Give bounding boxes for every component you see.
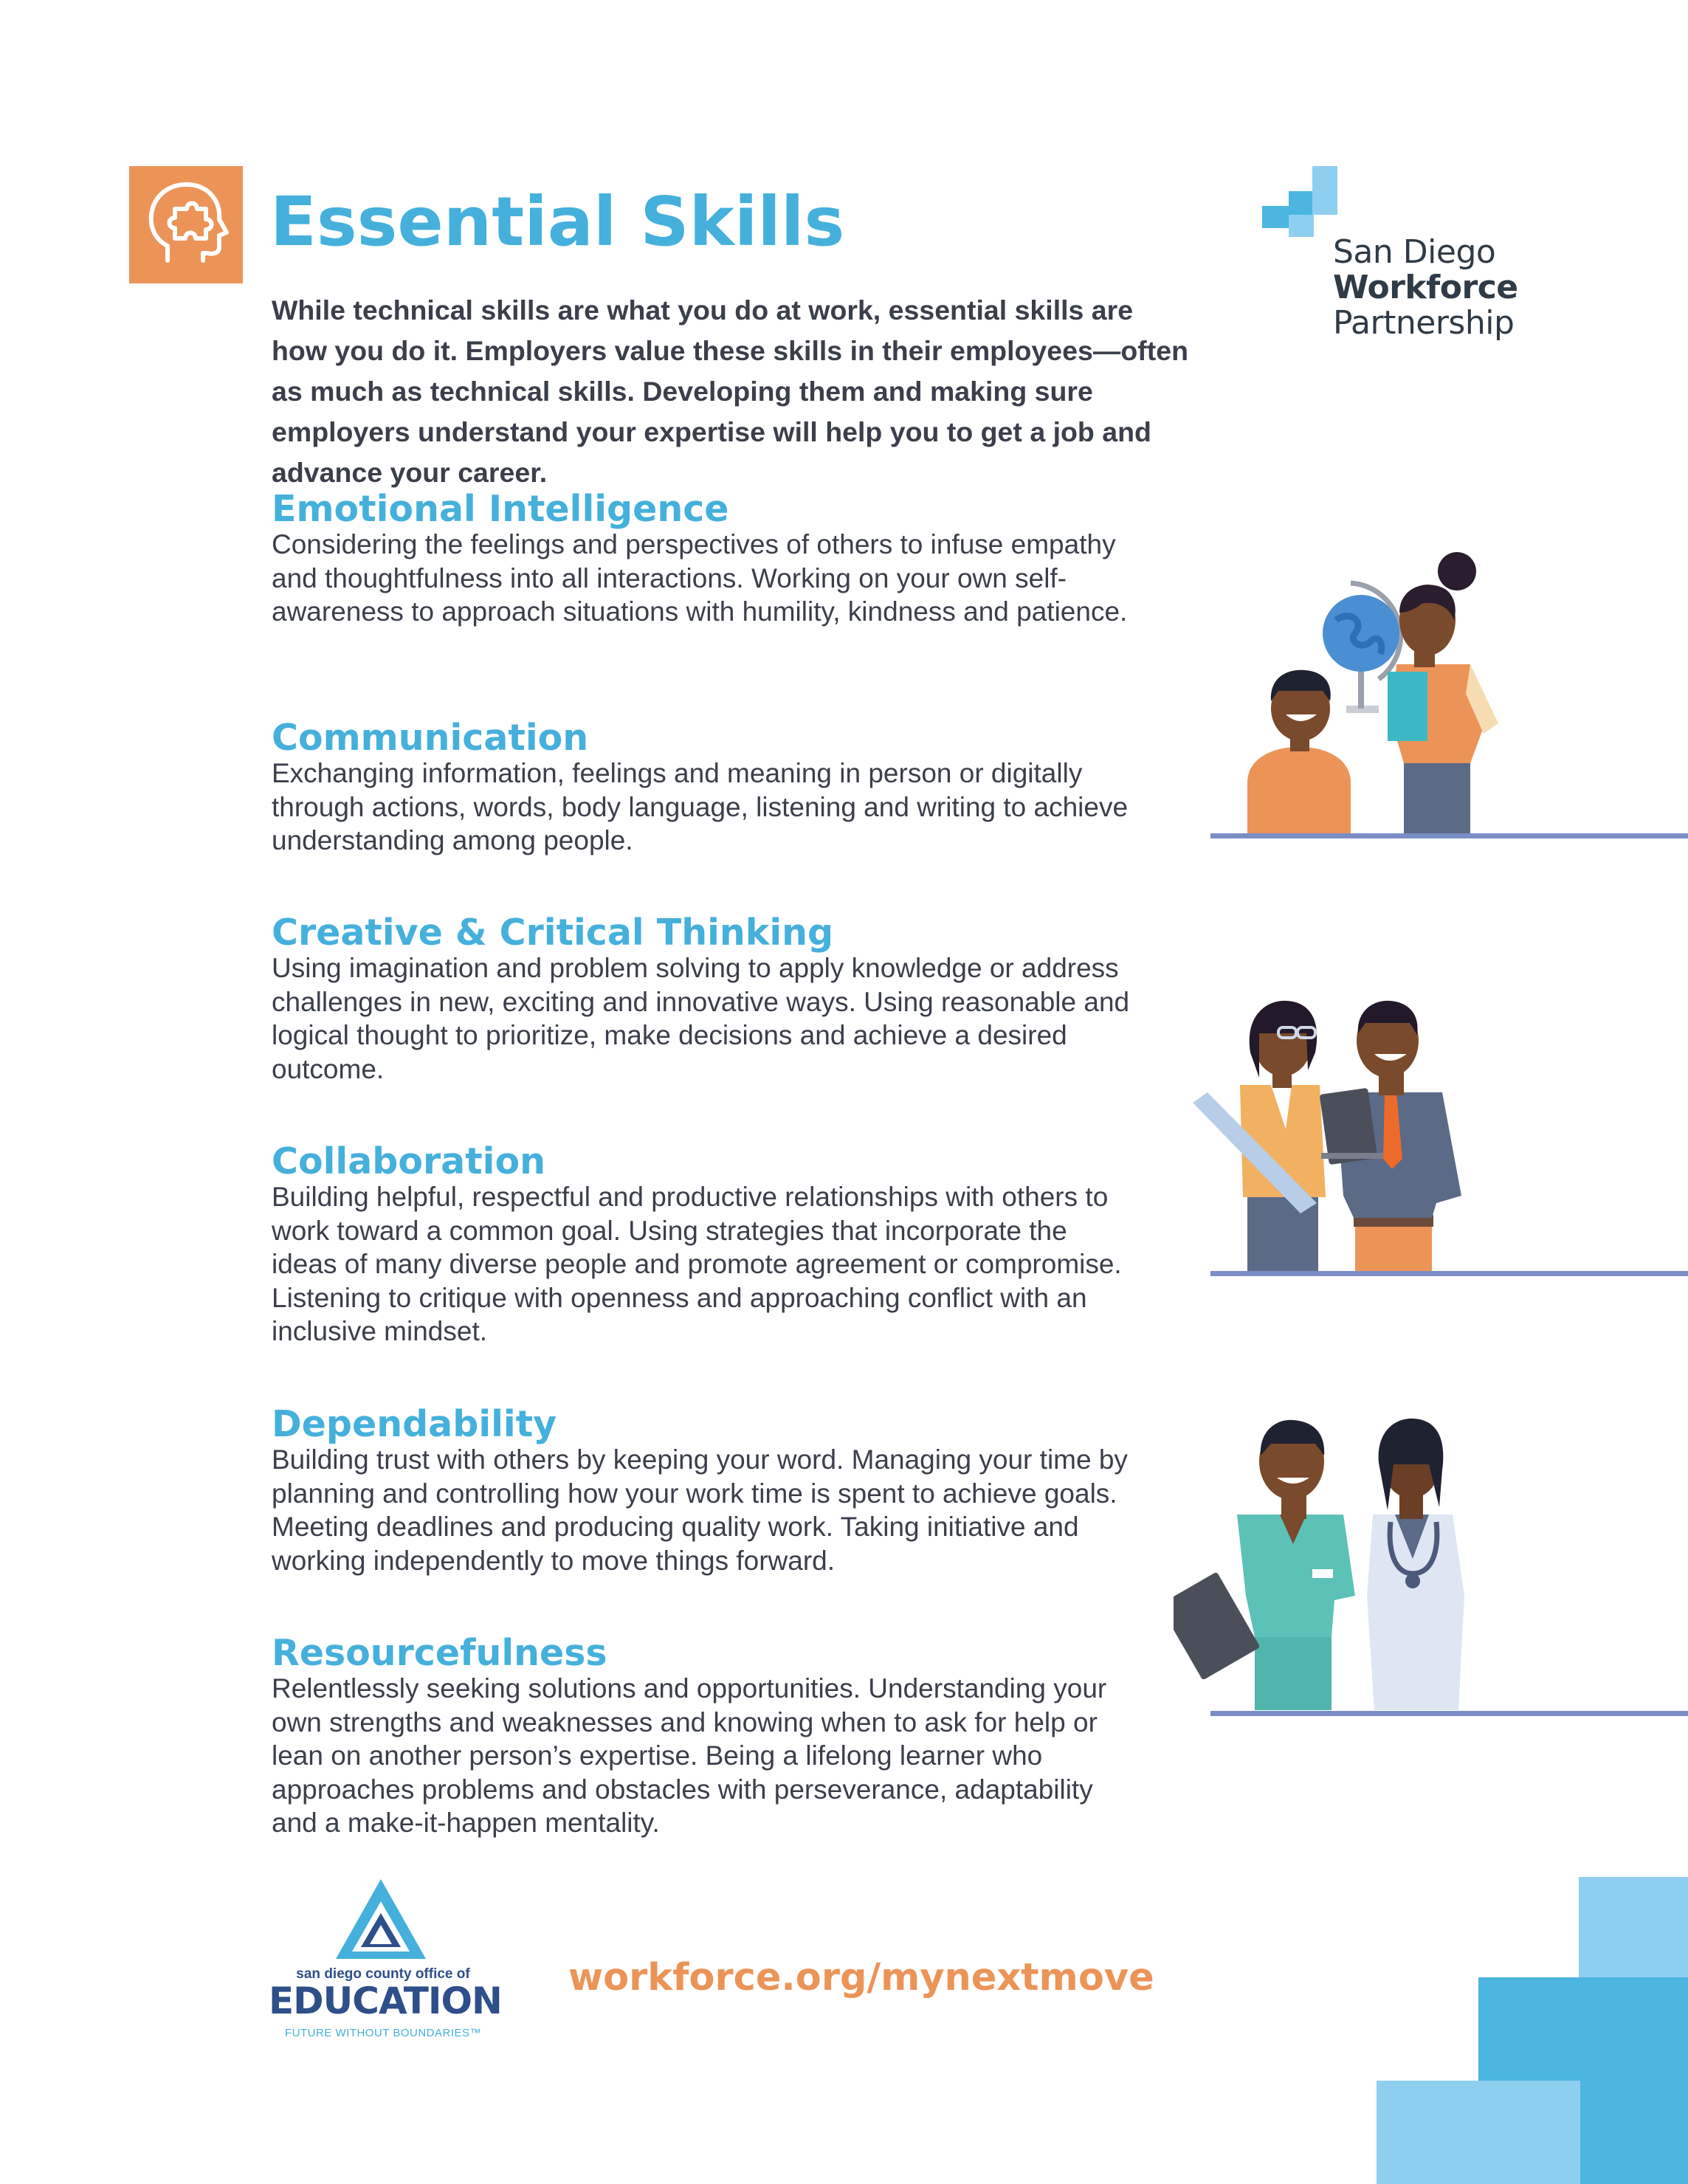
section-text: Relentlessly seeking solutions and opportunities. Understanding your own strengths and weaknesses and knowing when to ask for help or lean on another person’s expertise. Being a lifelong learner who approaches problems and obstacles with perseverance, adaptability and a make-it-happen mentality. xyxy=(272,1673,1107,1838)
sdwp-logo-mark xyxy=(1262,166,1340,240)
section-heading: Creative & Critical Thinking xyxy=(272,912,834,954)
healthcare-workers-illustration xyxy=(1174,1411,1484,1710)
shelf-line xyxy=(1210,833,1688,838)
section-collaboration xyxy=(272,1140,1135,1348)
section-heading: Collaboration xyxy=(272,1140,546,1182)
footer-url-link[interactable]: workforce.org/mynextmove xyxy=(568,1956,1154,1999)
decorative-square xyxy=(1377,2081,1580,2184)
section-heading: Resourcefulness xyxy=(272,1632,607,1674)
section-creative-critical-thinking xyxy=(272,914,1135,1086)
section-dependability xyxy=(272,1403,1135,1577)
sdcoe-logo-small-text: san diego county office of xyxy=(296,1966,470,1982)
section-text: Building trust with others by keeping your word. Managing your time by planning and controlling how your work time is spent to achieve goals. Meeting deadlines and producing quality work. Taking initiative and working independently to move things forward. xyxy=(272,1444,1128,1576)
sdwp-logo-text xyxy=(1333,235,1518,341)
section-emotional-intelligence xyxy=(272,488,1135,629)
teacher-student-illustration xyxy=(1240,539,1520,834)
sdwp-line-1: San Diego xyxy=(1333,233,1496,271)
sdcoe-triangle-logo xyxy=(336,1879,426,1959)
sdwp-line-3: Partnership xyxy=(1333,304,1515,342)
shelf-line xyxy=(1210,1711,1688,1716)
section-communication xyxy=(272,717,1135,858)
decorative-square xyxy=(1478,1977,1688,2081)
page-title: Essential Skills xyxy=(270,182,845,261)
decorative-square xyxy=(1580,2081,1688,2184)
section-text: Building helpful, respectful and productive relationships with others to work toward a common goal. Using strategies that incorporate the ideas of many diverse people and promote agreement or compromise. Listening to critique with openness and approaching conflict with an inclusive mindset. xyxy=(272,1182,1122,1346)
sdwp-line-2: Workforce xyxy=(1333,269,1518,306)
sdcoe-logo-big-text: EDUCATION xyxy=(269,1980,502,2022)
section-resourcefulness xyxy=(272,1632,1135,1840)
section-text: Considering the feelings and perspectives of others to infuse empathy and thoughtfulness into all interactions. Working on your own self-awareness to approach situations with humility, kindness and patience. xyxy=(272,529,1128,627)
section-heading: Emotional Intelligence xyxy=(272,488,729,530)
sdcoe-logo-tagline: FUTURE WITHOUT BOUNDARIES™ xyxy=(284,2027,482,2039)
shelf-line xyxy=(1210,1271,1688,1276)
section-text: Using imagination and problem solving to apply knowledge or address challenges in new, exciting and innovative ways. Using reasonable and logical thought to prioritize, make decisions and achieve a desired outcome. xyxy=(272,953,1130,1084)
head-puzzle-icon xyxy=(129,166,243,283)
colleagues-illustration xyxy=(1188,982,1484,1273)
intro-paragraph: While technical skills are what you do at work, essential skills are how you do it. Employers value these skills in their employees—often as much as technical skills. Developing them and making sure employers understand your expertise will help you to get a job and advance your career. xyxy=(272,294,1188,488)
section-heading: Communication xyxy=(272,717,589,759)
decorative-square xyxy=(1579,1877,1688,1977)
section-heading: Dependability xyxy=(272,1403,557,1445)
section-text: Exchanging information, feelings and meaning in person or digitally through actions, words, body language, listening and writing to achieve understanding among people. xyxy=(272,758,1129,855)
